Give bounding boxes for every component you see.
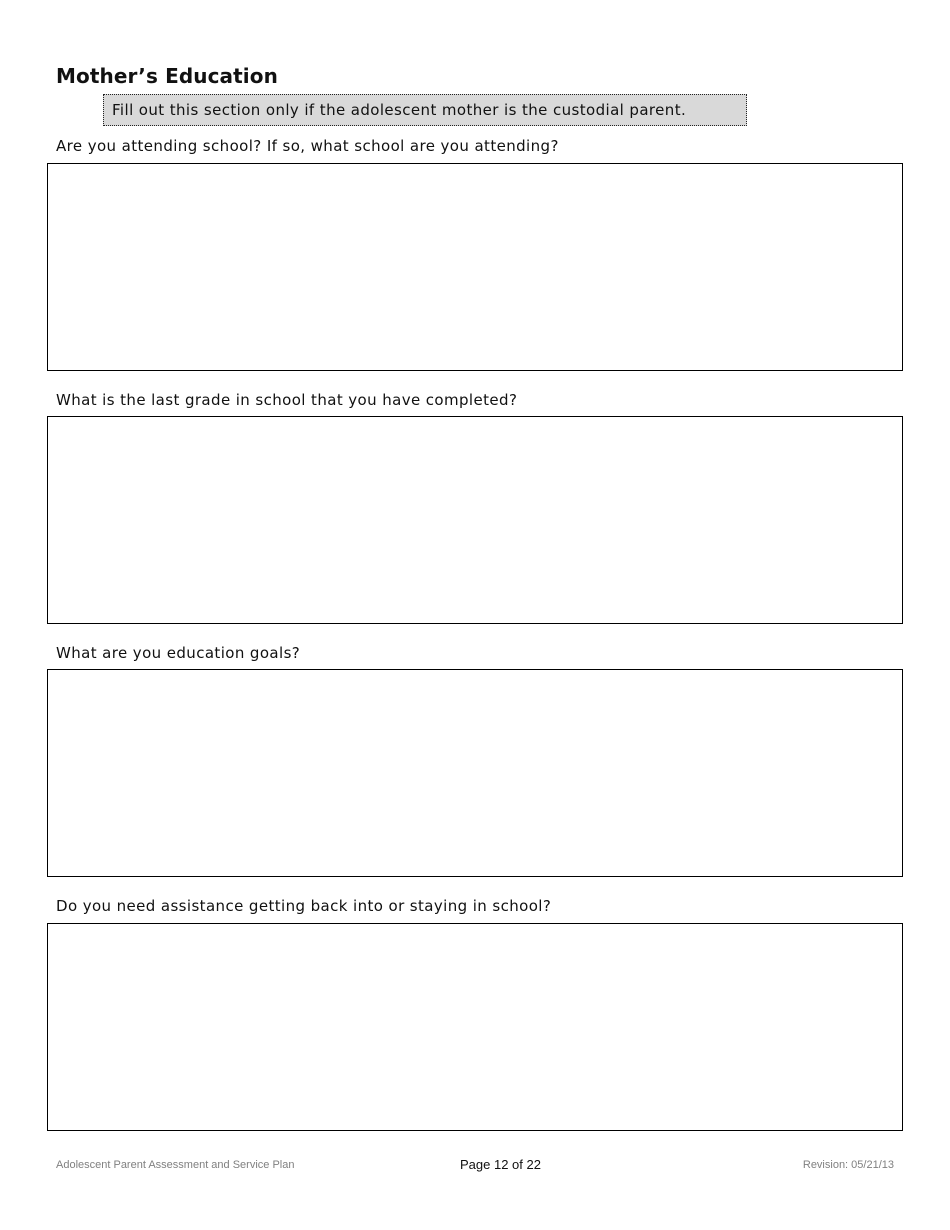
question-label-attending-school: Are you attending school? If so, what school are you attending?	[56, 137, 559, 155]
answer-field-education-goals[interactable]	[47, 669, 903, 877]
footer-revision: Revision: 05/21/13	[802, 1159, 894, 1171]
answer-field-attending-school[interactable]	[47, 163, 903, 371]
footer-page-number: Page 12 of 22	[460, 1157, 541, 1172]
question-label-education-goals: What are you education goals?	[56, 644, 301, 662]
section-title: Mother’s Education	[56, 64, 278, 88]
instruction-banner	[103, 94, 747, 126]
footer-document-title: Adolescent Parent Assessment and Service Plan	[56, 1159, 295, 1171]
question-label-last-grade: What is the last grade in school that you have completed?	[56, 391, 518, 409]
answer-field-last-grade[interactable]	[47, 416, 903, 624]
instruction-text: Fill out this section only if the adolescent mother is the custodial parent.	[112, 101, 687, 119]
answer-field-school-assistance[interactable]	[47, 923, 903, 1131]
question-label-school-assistance: Do you need assistance getting back into or staying in school?	[56, 897, 552, 915]
